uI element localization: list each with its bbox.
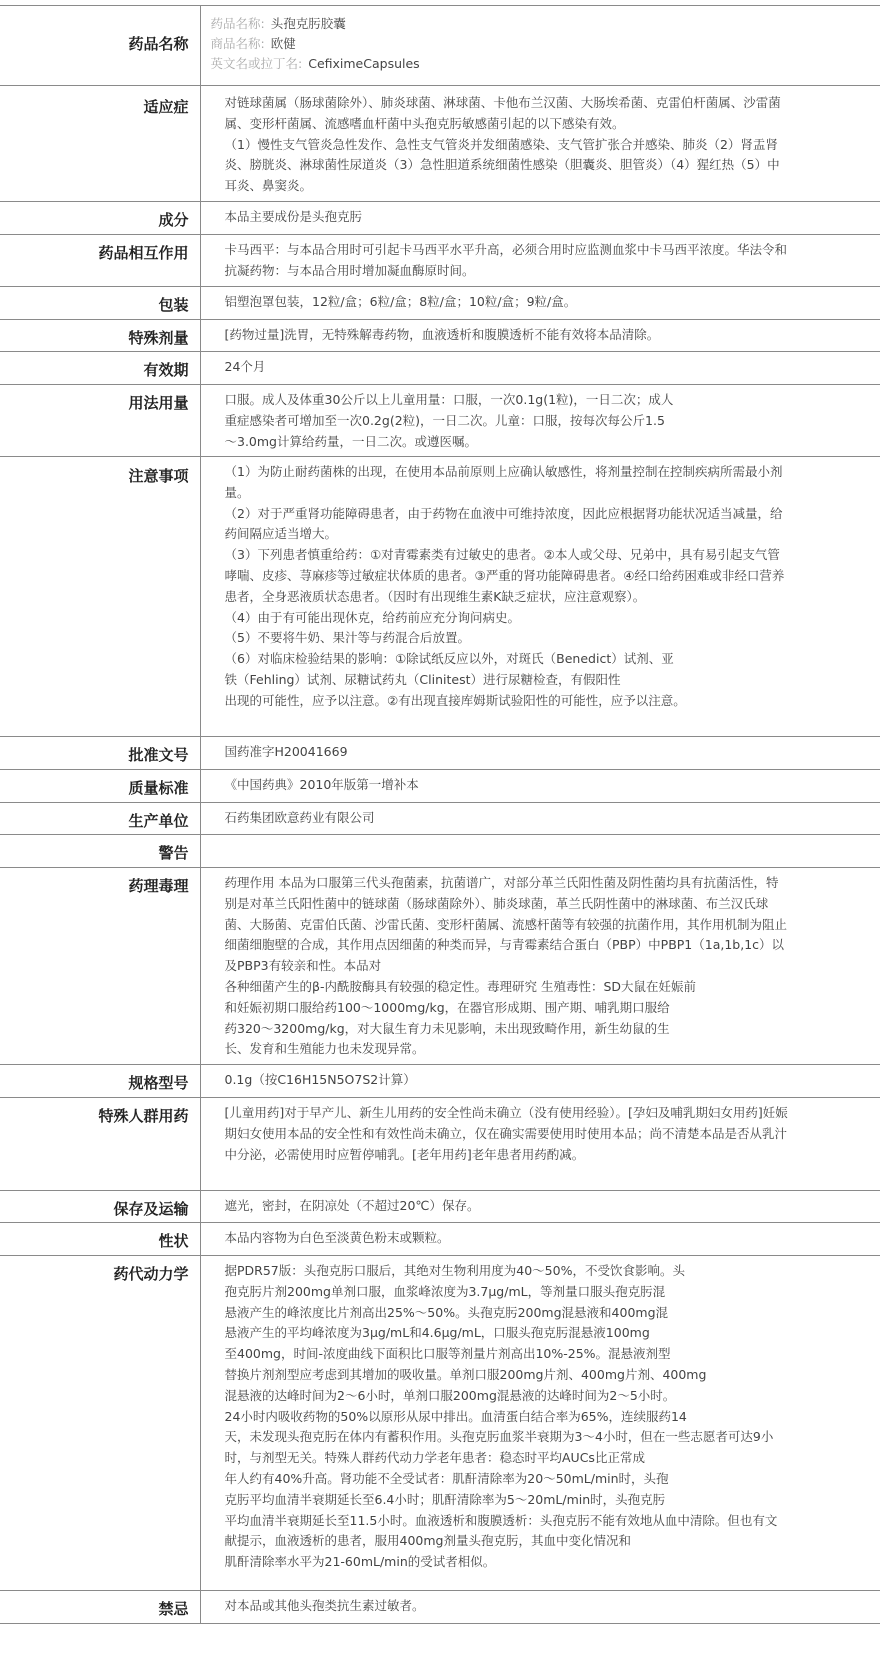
text-paragraph: 本品内容物为白色至淡黄色粉末或颗粒。 <box>224 1230 450 1245</box>
name-prefix: 药品名称: <box>210 16 265 31</box>
name-prefix: 英文名或拉丁名: <box>210 56 303 71</box>
row-value <box>200 803 880 835</box>
row-quality-standard <box>0 770 880 803</box>
row-label: 注意事项 <box>0 457 200 737</box>
text-paragraph: 遮光，密封，在阴凉处（不超过20℃）保存。 <box>224 1198 480 1213</box>
row-label: 生产单位 <box>0 803 200 835</box>
row-value <box>200 1591 880 1624</box>
row-value <box>200 86 880 202</box>
row-value <box>200 320 880 352</box>
drug-spec-table <box>0 5 880 1624</box>
text-paragraph: 口服。成人及体重30公斤以上儿童用量：口服，一次0.1g(1粒)，一日二次；成人 <box>224 392 674 407</box>
row-drug-name <box>0 6 880 86</box>
row-precautions <box>0 457 880 737</box>
text-paragraph: （6）对临床检验结果的影响：①除试纸反应以外，对斑氏（Benedict）试剂、亚 <box>224 651 674 667</box>
brand-name-line <box>211 34 789 54</box>
row-indications <box>0 86 880 202</box>
text-paragraph: 24个月 <box>224 359 266 374</box>
text-paragraph: 药320～3200mg/kg，对大鼠生育力未见影响，未出现致畸作用，新生幼鼠的生 <box>224 1020 670 1036</box>
text-paragraph: （2）对于严重肾功能障碍患者，由于药物在血液中可维持浓度，因此应根据肾功能状况适当减量，给药间隔应适当增大。 <box>224 505 783 542</box>
text-paragraph: 混悬液的达峰时间为2～6小时，单剂口服200mg混悬液的达峰时间为2～5小时。 <box>224 1387 676 1403</box>
row-label: 批准文号 <box>0 737 200 770</box>
row-approval-number <box>0 737 880 770</box>
row-label: 特殊人群用药 <box>0 1098 200 1191</box>
row-specification <box>0 1065 880 1098</box>
row-contraindications <box>0 1591 880 1624</box>
row-label: 成分 <box>0 202 200 235</box>
row-value <box>200 457 880 737</box>
row-value <box>200 770 880 803</box>
row-storage-transport <box>0 1191 880 1223</box>
text-paragraph: 克肟平均血清半衰期延长至6.4小时；肌酐清除率为5～20mL/min时，头孢克肟 <box>224 1491 666 1507</box>
text-paragraph: （5）不要将牛奶、果汁等与药混合后放置。 <box>224 630 470 646</box>
row-label: 适应症 <box>0 86 200 202</box>
name-prefix: 商品名称: <box>210 36 265 51</box>
row-value <box>200 235 880 287</box>
row-value <box>200 352 880 385</box>
text-paragraph: 和妊娠初期口服给药100～1000mg/kg，在器官形成期、围产期、哺乳期口服给 <box>224 999 670 1015</box>
row-warning <box>0 835 880 868</box>
row-value <box>200 737 880 770</box>
row-value <box>200 868 880 1065</box>
row-label: 包装 <box>0 287 200 320</box>
english-name-line <box>211 54 789 74</box>
row-usage-dosage <box>0 385 880 457</box>
text-paragraph: （1）为防止耐药菌株的出现，在使用本品前原则上应确认敏感性，将剂量控制在控制疾病所需最小剂量。 <box>224 464 783 500</box>
row-label: 禁忌 <box>0 1591 200 1624</box>
text-paragraph: 铁（Fehling）试剂、尿糖试药丸（Clinitest）进行尿糖检查，有假阳性 <box>224 671 621 687</box>
text-paragraph: 对链球菌属（肠球菌除外）、肺炎球菌、淋球菌、卡他布兰汉菌、大肠埃希菌、克雷伯杆菌属、沙雷菌属、变形杆菌属、流感嗜血杆菌中头孢克肟敏感菌引起的以下感染有效。 <box>224 95 781 131</box>
text-paragraph: 肌酐清除率水平为21-60mL/min的受试者相似。 <box>224 1554 496 1570</box>
text-paragraph: （3）下列患者慎重给药：①对青霉素类有过敏史的患者。②本人或父母、兄弟中，具有易引起支气管哮喘、皮疹、荨麻疹等过敏症状体质的患者。③严重的肾功能障碍患者。④经口给药困难或非经口营养患者，全身恶液质状态患者。（因时有出现维生素K缺乏症状，应注意观察）。 <box>224 547 785 604</box>
text-paragraph: 石药集团欧意药业有限公司 <box>224 810 375 825</box>
row-value <box>200 287 880 320</box>
text-paragraph: 天，未发现头孢克肟在体内有蓄积作用。头孢克肟血浆半衰期为3～4小时，但在一些志愿者可达9小时，与剂型无关。特殊人群药代动力学老年患者：稳态时平均AUCs比正常成 <box>224 1429 774 1466</box>
text-paragraph: （4）由于有可能出现休克，给药前应充分询问病史。 <box>224 609 520 625</box>
row-label: 规格型号 <box>0 1065 200 1098</box>
row-value <box>200 1256 880 1591</box>
row-label: 有效期 <box>0 352 200 385</box>
row-label: 药品名称 <box>0 6 200 86</box>
row-value <box>200 385 880 457</box>
text-paragraph: （1）慢性支气管炎急性发作、急性支气管炎并发细菌感染、支气管扩张合并感染、肺炎（2）肾盂肾炎、膀胱炎、淋球菌性尿道炎（3）急性胆道系统细菌性感染（胆囊炎、胆管炎）（4）猩红热（5）中耳炎、鼻窦炎。 <box>224 136 780 194</box>
row-value <box>200 1098 880 1191</box>
text-paragraph: [儿童用药]对于早产儿、新生儿用药的安全性尚未确立（没有使用经验）。[孕妇及哺乳期妇女用药]妊娠期妇女使用本品的安全性和有效性尚未确立，仅在确实需要使用时使用本品；尚不清楚本品是否从乳汁中分泌，必需使用时应暂停哺乳。[老年用药]老年患者用药酌减。 <box>224 1105 788 1162</box>
row-value <box>200 1191 880 1223</box>
text-paragraph: 各种细菌产生的β-内酰胺酶具有较强的稳定性。毒理研究 生殖毒性：SD大鼠在妊娠前 <box>224 978 697 994</box>
row-value <box>200 835 880 868</box>
generic-name-line <box>211 14 789 34</box>
text-paragraph: 悬液产生的平均峰浓度为3μg/mL和4.6μg/mL，口服头孢克肟混悬液100mg <box>224 1325 650 1341</box>
name-value: CefiximeCapsules <box>308 56 420 71</box>
row-label: 警告 <box>0 835 200 868</box>
row-pharmacokinetics <box>0 1256 880 1591</box>
row-value <box>200 1065 880 1098</box>
name-value: 欧健 <box>270 36 296 51</box>
row-label: 药品相互作用 <box>0 235 200 287</box>
row-label: 性状 <box>0 1223 200 1256</box>
text-paragraph: 孢克肟片剂200mg单剂口服，血浆峰浓度为3.7μg/mL，等剂量口服头孢克肟混 <box>224 1283 666 1299</box>
row-ingredients <box>0 202 880 235</box>
row-label: 药代动力学 <box>0 1256 200 1591</box>
text-paragraph: 平均血清半衰期延长至11.5小时。血液透析和腹膜透析：头孢克肟不能有效地从血中清除。但也有文献提示，血液透析的患者，服用400mg剂量头孢克肟，其血中变化情况和 <box>224 1512 778 1549</box>
row-value <box>200 6 880 86</box>
row-value <box>200 202 880 235</box>
text-paragraph: 卡马西平：与本品合用时可引起卡马西平水平升高，必须合用时应监测血浆中卡马西平浓度。华法令和抗凝药物：与本品合用时增加凝血酶原时间。 <box>224 242 788 278</box>
text-paragraph: 本品主要成份是头孢克肟 <box>224 209 363 224</box>
text-paragraph: 对本品或其他头孢类抗生素过敏者。 <box>224 1598 425 1613</box>
text-paragraph: [药物过量]洗胃，无特殊解毒药物，血液透析和腹膜透析不能有效将本品清除。 <box>224 327 660 342</box>
text-paragraph: 替换片剂剂型应考虑到其增加的吸收量。单剂口服200mg片剂、400mg片剂、400mg <box>224 1366 707 1382</box>
text-paragraph: 出现的可能性，应予以注意。②有出现直接库姆斯试验阳性的可能性，应予以注意。 <box>224 692 686 708</box>
text-paragraph: 《中国药典》2010年版第一增补本 <box>224 777 419 792</box>
text-paragraph: 0.1g（按C16H15N5O7S2计算） <box>224 1072 416 1087</box>
text-paragraph: 药理作用 本品为口服第三代头孢菌素，抗菌谱广，对部分革兰氏阳性菌及阴性菌均具有抗菌活性，特别是对革兰氏阳性菌中的链球菌（肠球菌除外）、肺炎球菌，革兰氏阴性菌中的淋球菌、布兰汉氏球菌、大肠菌、克雷伯氏菌、沙雷氏菌、变形杆菌属、流感杆菌等有较强的抗菌作用，其作用机制为阻止细菌细胞壁的合成，其作用点因细菌的种类而异，与青霉素结合蛋白（PBP）中PBP1（1a,1b,1c）以及PBP3有较亲和性。本品对 <box>224 875 788 974</box>
text-paragraph: 长、发育和生殖能力也未发现异常。 <box>224 1041 425 1057</box>
row-label: 保存及运输 <box>0 1191 200 1223</box>
row-label: 质量标准 <box>0 770 200 803</box>
text-paragraph: 国药准字H20041669 <box>224 744 348 759</box>
text-paragraph: 悬液产生的峰浓度比片剂高出25%～50%。头孢克肟200mg混悬液和400mg混 <box>224 1304 669 1320</box>
row-value <box>200 1223 880 1256</box>
row-packaging <box>0 287 880 320</box>
row-label: 特殊剂量 <box>0 320 200 352</box>
row-pharmacology-toxicology <box>0 868 880 1065</box>
row-manufacturer <box>0 803 880 835</box>
row-label: 用法用量 <box>0 385 200 457</box>
row-label: 药理毒理 <box>0 868 200 1065</box>
row-shelf-life <box>0 352 880 385</box>
text-paragraph: 重症感染者可增加至一次0.2g(2粒)，一日二次。儿童：口服，按每次每公斤1.5 <box>224 412 665 428</box>
row-interactions <box>0 235 880 287</box>
text-paragraph: 至400mg，时间-浓度曲线下面积比口服等剂量片剂高出10%-25%。混悬液剂型 <box>224 1346 671 1362</box>
text-paragraph: 24小时内吸收药物的50%以原形从尿中排出。血清蛋白结合率为65%，连续服药14 <box>224 1408 687 1424</box>
text-paragraph: 铝塑泡罩包装，12粒/盒；6粒/盒；8粒/盒；10粒/盒；9粒/盒。 <box>224 294 577 309</box>
row-description <box>0 1223 880 1256</box>
row-special-dosage <box>0 320 880 352</box>
row-special-populations <box>0 1098 880 1191</box>
name-value: 头孢克肟胶囊 <box>270 16 346 31</box>
text-paragraph: 年人约有40%升高。肾功能不全受试者：肌酐清除率为20～50mL/min时，头孢 <box>224 1470 669 1486</box>
text-paragraph: 据PDR57版：头孢克肟口服后，其绝对生物利用度为40～50%，不受饮食影响。头 <box>224 1263 685 1278</box>
text-paragraph: ～3.0mg计算给药量，一日二次。或遵医嘱。 <box>224 433 477 449</box>
